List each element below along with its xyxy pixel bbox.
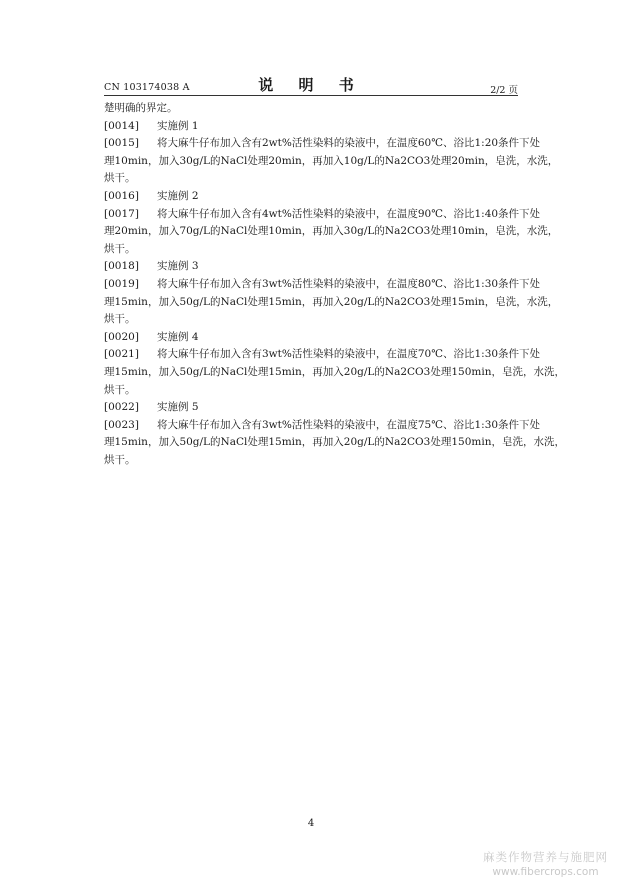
paragraph-tag: [0022] [104,401,139,414]
document-number: CN 103174038 A [104,82,190,93]
paragraph-line [104,206,541,224]
paragraph-text: 将大麻牛仔布加入含有4wt%活性染料的染液中，在温度90℃、浴比1:40条件下处 [157,207,541,220]
paragraph-line [104,346,541,364]
paragraph-text: 理15min，加入50g/L的NaCl处理15min，再加入20g/L的Na2CO3处理150min，皂洗，水洗， [104,365,565,378]
paragraph-text: 将大麻牛仔布加入含有2wt%活性染料的染液中，在温度60℃、浴比1:20条件下处 [157,137,541,150]
page-header [104,74,518,94]
heading-line [104,399,518,417]
sections-container [104,118,565,470]
paragraph-text: 将大麻牛仔布加入含有3wt%活性染料的染液中，在温度70℃、浴比1:30条件下处 [157,348,541,361]
example-paragraph [104,206,559,259]
heading-text: 实施例 3 [157,260,199,273]
paragraph-text: 烘干。 [104,242,136,255]
heading-line [104,188,518,206]
paragraph-line [104,153,559,171]
paragraph-line [104,434,565,452]
paragraph-tag: [0021] [104,348,139,361]
watermark-name: 麻类作物营养与施肥网 [483,850,608,864]
heading-line [104,118,518,136]
intro-line: 楚明确的界定。 [104,102,178,114]
paragraph-tag: [0018] [104,260,139,273]
paragraph-line [104,170,518,188]
paragraph-text: 烘干。 [104,453,136,466]
heading-text: 实施例 1 [157,119,199,132]
paragraph-line [104,364,565,382]
document-title: 说 明 书 [258,76,364,94]
paragraph-tag: [0019] [104,277,139,290]
heading-text: 实施例 5 [157,401,199,414]
paragraph-text: 理20min，加入70g/L的NaCl处理10min，再加入30g/L的Na2CO3处理10min，皂洗，水洗， [104,225,559,238]
example-heading [104,399,518,417]
paragraph-line [104,135,541,153]
paragraph-text: 烘干。 [104,383,136,396]
example-paragraph [104,417,565,470]
page-number: 4 [307,818,315,829]
paragraph-tag: [0015] [104,137,139,150]
paragraph-line [104,382,518,400]
paragraph-text: 烘干。 [104,172,136,185]
document-body [104,100,565,469]
paragraph-line [104,294,559,312]
paragraph-line [104,311,518,329]
paragraph-text: 理10min，加入30g/L的NaCl处理20min，再加入10g/L的Na2CO3处理20min，皂洗，水洗， [104,154,559,167]
example-heading [104,188,518,206]
watermark-url: www.fibercrops.com [492,866,599,878]
paragraph-line [104,417,541,435]
heading-text: 实施例 4 [157,330,199,343]
paragraph-text: 将大麻牛仔布加入含有3wt%活性染料的染液中，在温度80℃、浴比1:30条件下处 [157,277,541,290]
paragraph-tag: [0014] [104,119,139,132]
example-heading [104,118,518,136]
example-heading [104,258,518,276]
paragraph-tag: [0023] [104,418,139,431]
example-paragraph [104,135,559,188]
paragraph-line [104,241,518,259]
paragraph-tag: [0020] [104,330,139,343]
paragraph-line [104,276,541,294]
example-heading [104,329,518,347]
heading-text: 实施例 2 [157,189,199,202]
example-paragraph [104,346,565,399]
header-divider [104,95,518,96]
paragraph-text: 理15min，加入50g/L的NaCl处理15min，再加入20g/L的Na2CO3处理150min，皂洗，水洗， [104,436,565,449]
heading-line [104,258,518,276]
paragraph-text: 烘干。 [104,313,136,326]
paragraph-tag: [0016] [104,189,139,202]
paragraph-line [104,223,559,241]
watermark [483,849,608,878]
paragraph-text: 理15min，加入50g/L的NaCl处理15min，再加入20g/L的Na2CO3处理15min，皂洗，水洗， [104,295,559,308]
paragraph-tag: [0017] [104,207,139,220]
page-count: 2/2 页 [490,85,518,96]
paragraph-line [104,452,518,470]
example-paragraph [104,276,559,329]
heading-line [104,329,518,347]
paragraph-text: 将大麻牛仔布加入含有3wt%活性染料的染液中，在温度75℃、浴比1:30条件下处 [157,418,541,431]
